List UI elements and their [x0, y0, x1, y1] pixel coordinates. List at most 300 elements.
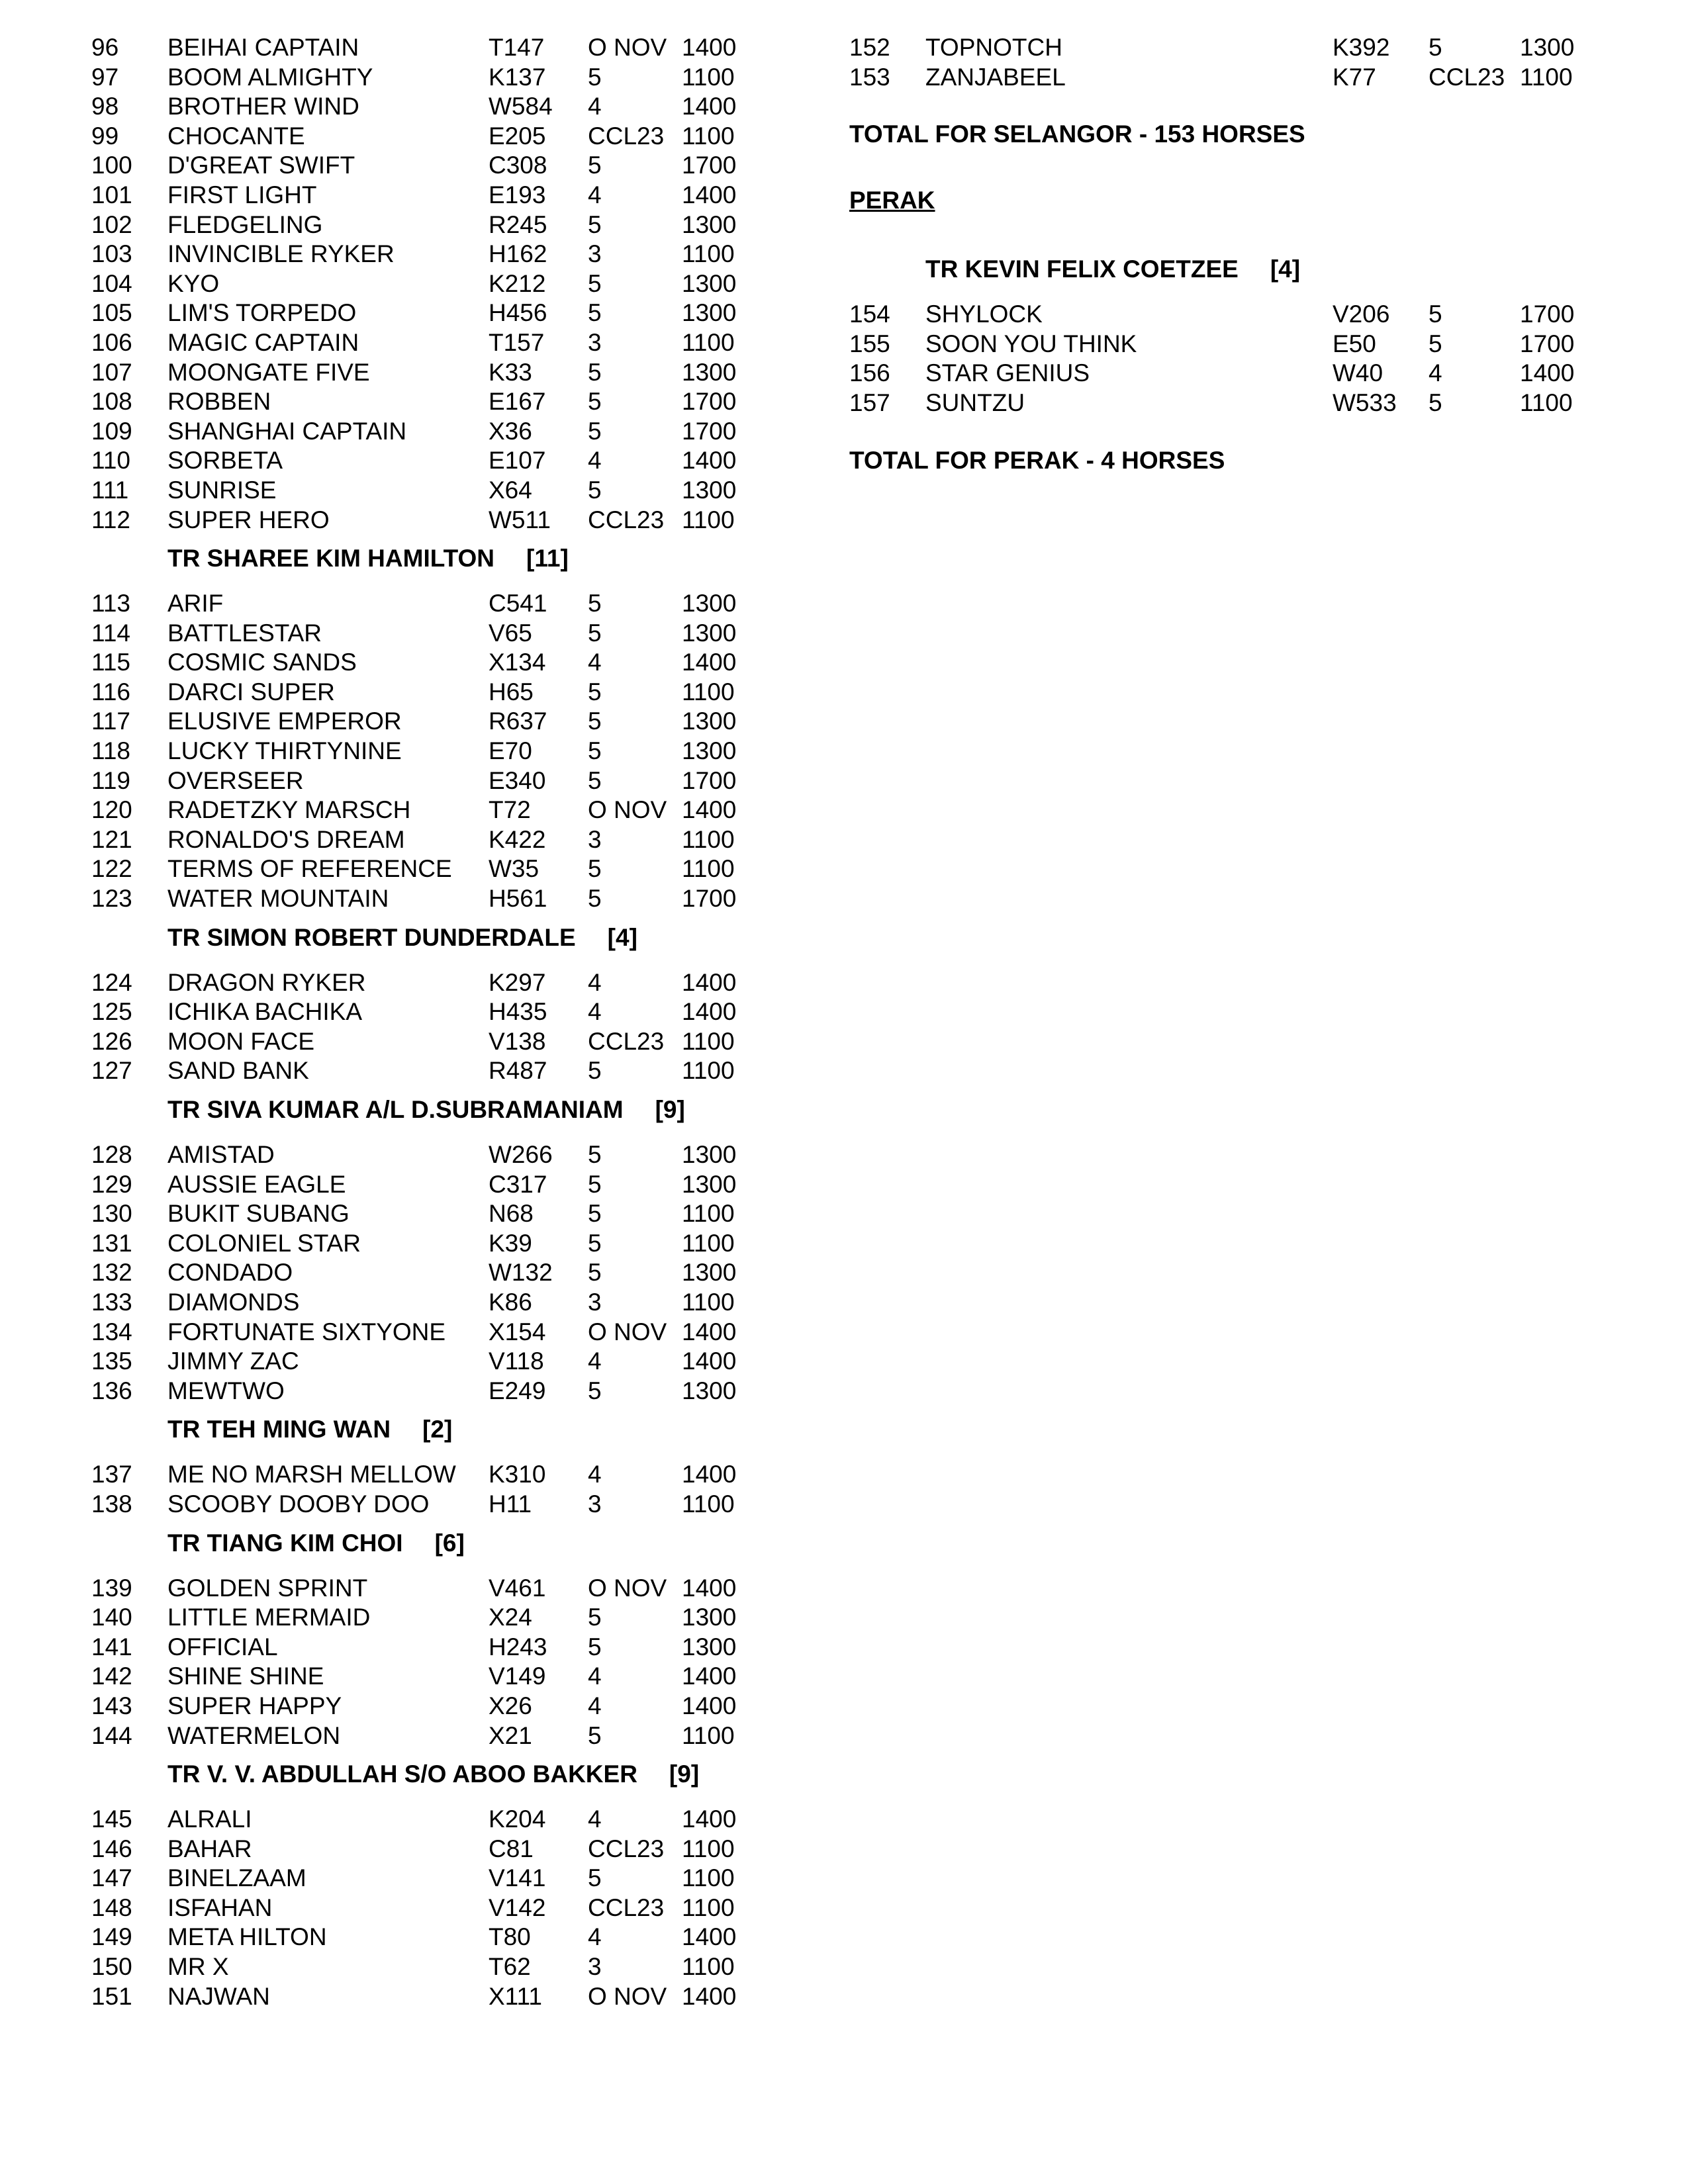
horse-class: 5	[588, 855, 602, 883]
horse-number: 154	[849, 300, 890, 328]
horse-name: OVERSEER	[167, 766, 304, 794]
horse-class: 5	[588, 619, 602, 647]
horse-name: TOPNOTCH	[925, 34, 1062, 61]
horse-number: 126	[91, 1027, 132, 1055]
horse-rating: 1300	[682, 476, 737, 504]
horse-number: 120	[91, 796, 132, 824]
horse-list	[849, 300, 1617, 418]
horse-class: 5	[588, 737, 602, 765]
horse-class: 5	[588, 1604, 602, 1631]
horse-name: STAR GENIUS	[925, 359, 1090, 387]
horse-name: JIMMY ZAC	[167, 1347, 299, 1375]
horse-list	[849, 33, 1617, 92]
table-row	[91, 1574, 773, 1604]
horse-number: 133	[91, 1288, 132, 1316]
horse-rating: 1300	[682, 1604, 737, 1631]
horse-class: 4	[588, 447, 602, 475]
horse-class: 5	[588, 417, 602, 445]
horse-class: 5	[588, 1170, 602, 1198]
table-row	[849, 300, 1617, 330]
horse-rating: 1100	[682, 1490, 735, 1518]
horse-class: 4	[588, 968, 602, 996]
horse-number: 97	[91, 63, 119, 91]
horse-name: SUPER HERO	[167, 506, 330, 533]
table-row	[91, 63, 773, 93]
horse-class: 5	[588, 152, 602, 179]
horse-code: R245	[489, 210, 547, 238]
horse-number: 96	[91, 34, 119, 61]
table-row	[91, 1805, 773, 1835]
horse-code: X64	[489, 476, 532, 504]
horse-list	[91, 968, 773, 1086]
right-column	[849, 33, 1617, 475]
horse-code: C317	[489, 1170, 547, 1198]
horse-number: 117	[91, 707, 130, 735]
horse-number: 130	[91, 1200, 132, 1228]
trainer-heading	[91, 923, 773, 952]
horse-number: 102	[91, 210, 132, 238]
horse-rating: 1300	[682, 619, 737, 647]
horse-rating: 1700	[682, 766, 737, 794]
horse-number: 104	[91, 269, 132, 297]
horse-code: E167	[489, 388, 546, 416]
table-row	[91, 328, 773, 358]
horse-code: H456	[489, 299, 547, 327]
trainer-heading	[849, 255, 1617, 284]
horse-number: 100	[91, 152, 132, 179]
horse-name: MOON FACE	[167, 1027, 315, 1055]
horse-code: T72	[489, 796, 531, 824]
horse-number: 108	[91, 388, 132, 416]
horse-number: 116	[91, 678, 130, 705]
table-row	[91, 298, 773, 328]
table-row	[849, 388, 1617, 418]
table-row	[91, 678, 773, 707]
horse-name: WATER MOUNTAIN	[167, 885, 389, 913]
horse-class: 4	[588, 181, 602, 208]
perak-total: TOTAL FOR PERAK - 4 HORSES	[849, 446, 1225, 474]
horse-class: 5	[588, 210, 602, 238]
trainer-heading	[91, 1095, 773, 1124]
table-row	[91, 707, 773, 737]
horse-class: 4	[588, 998, 602, 1026]
horse-name: COSMIC SANDS	[167, 649, 357, 676]
table-row	[91, 1952, 773, 1982]
horse-code: W35	[489, 855, 539, 883]
table-row	[91, 1633, 773, 1662]
table-row	[91, 1347, 773, 1377]
horse-class: 5	[588, 299, 602, 327]
horse-name: ISFAHAN	[167, 1893, 273, 1921]
horse-name: BOOM ALMIGHTY	[167, 63, 373, 91]
horse-rating: 1300	[682, 358, 737, 386]
table-row	[91, 1377, 773, 1406]
horse-name: AMISTAD	[167, 1141, 275, 1168]
horse-code: E107	[489, 447, 546, 475]
table-row	[91, 997, 773, 1027]
table-row	[91, 269, 773, 299]
horse-rating: 1300	[682, 299, 737, 327]
horse-rating: 1700	[682, 885, 737, 913]
horse-class: 5	[1429, 34, 1442, 61]
horse-number: 139	[91, 1574, 132, 1602]
horse-number: 121	[91, 825, 132, 853]
horse-rating: 1100	[682, 855, 735, 883]
horse-code: C308	[489, 152, 547, 179]
horse-name: LIM'S TORPEDO	[167, 299, 357, 327]
table-row	[91, 476, 773, 506]
horse-code: W132	[489, 1259, 553, 1287]
horse-name: BINELZAAM	[167, 1864, 306, 1892]
horse-code: V149	[489, 1662, 546, 1690]
horse-class: 4	[588, 1923, 602, 1951]
horse-code: T62	[489, 1953, 531, 1981]
horse-code: X134	[489, 649, 546, 676]
table-row	[849, 359, 1617, 388]
horse-class: 5	[1429, 300, 1442, 328]
horse-code: K39	[489, 1229, 532, 1257]
horse-rating: 1400	[682, 1461, 737, 1488]
horse-number: 134	[91, 1318, 132, 1345]
horse-rating: 1400	[682, 34, 737, 61]
horse-class: 4	[588, 1805, 602, 1833]
horse-number: 124	[91, 968, 132, 996]
horse-class: 4	[588, 93, 602, 120]
horse-number: 150	[91, 1953, 132, 1981]
table-row	[91, 1027, 773, 1057]
horse-code: W584	[489, 93, 553, 120]
horse-rating: 1100	[682, 1864, 735, 1892]
horse-number: 135	[91, 1347, 132, 1375]
table-row	[91, 766, 773, 796]
horse-name: BUKIT SUBANG	[167, 1200, 350, 1228]
horse-rating: 1400	[682, 998, 737, 1026]
horse-name: MEWTWO	[167, 1377, 285, 1404]
table-row	[91, 358, 773, 388]
horse-rating: 1300	[682, 707, 737, 735]
horse-rating: 1700	[1520, 300, 1575, 328]
horse-code: X24	[489, 1604, 532, 1631]
horse-code: N68	[489, 1200, 534, 1228]
horse-rating: 1400	[682, 1347, 737, 1375]
horse-name: INVINCIBLE RYKER	[167, 240, 395, 268]
horse-rating: 1100	[682, 328, 735, 356]
horse-rating: 1300	[682, 210, 737, 238]
horse-number: 118	[91, 737, 130, 765]
horse-class: 5	[588, 766, 602, 794]
table-row	[91, 1288, 773, 1318]
trainer-horse-count: [11]	[526, 545, 569, 572]
horse-number: 153	[849, 63, 890, 91]
horse-number: 146	[91, 1835, 132, 1862]
horse-name: RADETZKY MARSCH	[167, 796, 411, 824]
horse-name: SCOOBY DOOBY DOO	[167, 1490, 430, 1518]
horse-code: K392	[1333, 34, 1390, 61]
horse-rating: 1100	[682, 1027, 735, 1055]
horse-number: 156	[849, 359, 890, 387]
table-row	[91, 210, 773, 240]
horse-name: TERMS OF REFERENCE	[167, 855, 452, 883]
horse-number: 98	[91, 93, 119, 120]
table-row	[91, 387, 773, 417]
horse-class: 5	[1429, 388, 1442, 416]
horse-number: 110	[91, 447, 130, 475]
horse-code: T80	[489, 1923, 531, 1951]
horse-number: 151	[91, 1982, 132, 2010]
table-row	[91, 825, 773, 855]
horse-number: 149	[91, 1923, 132, 1951]
horse-rating: 1400	[682, 649, 737, 676]
horse-rating: 1100	[682, 1057, 735, 1085]
horse-rating: 1100	[682, 1893, 735, 1921]
horse-class: O NOV	[588, 1982, 667, 2010]
horse-code: T147	[489, 34, 545, 61]
horse-name: DARCI SUPER	[167, 678, 335, 705]
table-row	[91, 1662, 773, 1692]
horse-code: W533	[1333, 388, 1397, 416]
horse-class: 3	[588, 240, 602, 268]
horse-code: K77	[1333, 63, 1376, 91]
table-row	[91, 446, 773, 476]
horse-number: 155	[849, 330, 890, 357]
horse-code: X36	[489, 417, 532, 445]
horse-name: BROTHER WIND	[167, 93, 359, 120]
horse-rating: 1400	[682, 1805, 737, 1833]
horse-name: MR X	[167, 1953, 229, 1981]
table-row	[91, 122, 773, 152]
table-row	[91, 1460, 773, 1490]
horse-list	[91, 33, 773, 535]
table-row	[91, 1603, 773, 1633]
horse-class: 5	[588, 1057, 602, 1085]
horse-rating: 1400	[682, 1318, 737, 1345]
table-row	[91, 796, 773, 825]
horse-code: H561	[489, 885, 547, 913]
horse-code: E50	[1333, 330, 1376, 357]
horse-name: WATERMELON	[167, 1721, 341, 1749]
trainer-name: TR TEH MING WAN	[167, 1416, 391, 1443]
horse-number: 113	[91, 590, 130, 617]
table-row	[91, 92, 773, 122]
horse-rating: 1700	[682, 417, 737, 445]
table-row	[91, 1140, 773, 1170]
horse-rating: 1700	[682, 388, 737, 416]
horse-name: ME NO MARSH MELLOW	[167, 1461, 456, 1488]
horse-code: V142	[489, 1893, 546, 1921]
trainer-name: TR SHAREE KIM HAMILTON	[167, 545, 495, 572]
horse-code: K137	[489, 63, 546, 91]
horse-list	[91, 1574, 773, 1751]
horse-code: E340	[489, 766, 546, 794]
horse-name: LUCKY THIRTYNINE	[167, 737, 402, 765]
horse-class: 5	[588, 1200, 602, 1228]
horse-name: GOLDEN SPRINT	[167, 1574, 368, 1602]
trainer-heading	[91, 1760, 773, 1789]
trainer-name: TR SIVA KUMAR A/L D.SUBRAMANIAM	[167, 1096, 624, 1123]
horse-number: 105	[91, 299, 132, 327]
table-row	[91, 589, 773, 619]
horse-name: BEIHAI CAPTAIN	[167, 34, 359, 61]
horse-number: 103	[91, 240, 132, 268]
horse-number: 123	[91, 885, 132, 913]
horse-name: SUNTZU	[925, 388, 1025, 416]
horse-class: 4	[588, 1692, 602, 1719]
horse-number: 137	[91, 1461, 132, 1488]
table-row	[91, 1864, 773, 1893]
horse-name: CHOCANTE	[167, 122, 305, 150]
horse-rating: 1700	[682, 152, 737, 179]
trainer-name: TR TIANG KIM CHOI	[167, 1529, 403, 1557]
horse-class: 5	[588, 885, 602, 913]
horse-number: 125	[91, 998, 132, 1026]
horse-rating: 1400	[682, 968, 737, 996]
table-row	[91, 1692, 773, 1721]
horse-number: 131	[91, 1229, 132, 1257]
horse-rating: 1400	[682, 1923, 737, 1951]
horse-class: 5	[588, 358, 602, 386]
horse-number: 107	[91, 358, 132, 386]
horse-class: 5	[588, 63, 602, 91]
horse-number: 136	[91, 1377, 132, 1404]
table-row	[849, 63, 1617, 93]
horse-class: 3	[588, 1288, 602, 1316]
horse-name: CONDADO	[167, 1259, 293, 1287]
horse-rating: 1400	[682, 93, 737, 120]
horse-rating: 1100	[682, 506, 735, 533]
horse-code: X111	[489, 1982, 542, 2010]
horse-code: W40	[1333, 359, 1383, 387]
horse-rating: 1100	[682, 678, 735, 705]
horse-code: H435	[489, 998, 547, 1026]
region-heading: PERAK	[849, 187, 935, 214]
horse-class: 5	[588, 1721, 602, 1749]
horse-number: 157	[849, 388, 890, 416]
horse-name: OFFICIAL	[167, 1633, 278, 1661]
horse-number: 152	[849, 34, 890, 61]
horse-number: 128	[91, 1141, 132, 1168]
horse-number: 115	[91, 649, 130, 676]
horse-list	[91, 1460, 773, 1519]
horse-class: 5	[588, 678, 602, 705]
horse-name: MAGIC CAPTAIN	[167, 328, 359, 356]
trainer-horse-count: [9]	[669, 1760, 700, 1788]
horse-name: ELUSIVE EMPEROR	[167, 707, 402, 735]
horse-number: 119	[91, 766, 130, 794]
horse-number: 127	[91, 1057, 132, 1085]
horse-rating: 1300	[1520, 34, 1575, 61]
horse-name: SUPER HAPPY	[167, 1692, 342, 1719]
table-row	[91, 1258, 773, 1288]
horse-class: 5	[588, 1377, 602, 1404]
horse-rating: 1300	[682, 1259, 737, 1287]
horse-number: 140	[91, 1604, 132, 1631]
horse-class: 5	[588, 707, 602, 735]
horse-code: K86	[489, 1288, 532, 1316]
horse-name: ROBBEN	[167, 388, 271, 416]
horse-code: R487	[489, 1057, 547, 1085]
horse-class: 5	[588, 1229, 602, 1257]
horse-rating: 1400	[682, 447, 737, 475]
horse-list	[91, 589, 773, 914]
horse-number: 141	[91, 1633, 132, 1661]
horse-code: K310	[489, 1461, 546, 1488]
horse-class: 4	[588, 1347, 602, 1375]
horse-number: 99	[91, 122, 119, 150]
horse-rating: 1400	[682, 796, 737, 824]
table-row	[91, 854, 773, 884]
horse-number: 114	[91, 619, 130, 647]
horse-rating: 1400	[682, 1574, 737, 1602]
horse-name: FORTUNATE SIXTYONE	[167, 1318, 446, 1345]
horse-name: AUSSIE EAGLE	[167, 1170, 346, 1198]
horse-name: ALRALI	[167, 1805, 252, 1833]
horse-name: FLEDGELING	[167, 210, 323, 238]
trainer-heading	[91, 544, 773, 573]
table-row	[91, 619, 773, 649]
horse-rating: 1100	[682, 1835, 735, 1862]
horse-code: X26	[489, 1692, 532, 1719]
horse-class: O NOV	[588, 1574, 667, 1602]
horse-rating: 1100	[682, 122, 735, 150]
horse-name: D'GREAT SWIFT	[167, 152, 355, 179]
horse-name: SHANGHAI CAPTAIN	[167, 417, 407, 445]
horse-code: X21	[489, 1721, 532, 1749]
horse-class: O NOV	[588, 1318, 667, 1345]
horse-name: RONALDO'S DREAM	[167, 825, 405, 853]
horse-code: V138	[489, 1027, 546, 1055]
horse-rating: 1300	[682, 1170, 737, 1198]
table-row	[91, 1490, 773, 1520]
horse-rating: 1300	[682, 1141, 737, 1168]
table-row	[91, 1229, 773, 1259]
left-column	[91, 33, 773, 2011]
horse-class: 3	[588, 1490, 602, 1518]
horse-name: COLONIEL STAR	[167, 1229, 361, 1257]
horse-name: SAND BANK	[167, 1057, 309, 1085]
horse-rating: 1100	[682, 1721, 735, 1749]
table-row	[91, 506, 773, 535]
table-row	[91, 417, 773, 447]
horse-number: 148	[91, 1893, 132, 1921]
horse-class: CCL23	[588, 1893, 665, 1921]
horse-rating: 1400	[1520, 359, 1575, 387]
table-row	[91, 1318, 773, 1347]
table-row	[849, 330, 1617, 359]
horse-number: 138	[91, 1490, 132, 1518]
trainer-heading	[91, 1529, 773, 1558]
horse-code: H162	[489, 240, 547, 268]
horse-class: O NOV	[588, 34, 667, 61]
trainer-name: TR KEVIN FELIX COETZEE	[925, 255, 1239, 283]
horse-code: E193	[489, 181, 546, 208]
horse-class: O NOV	[588, 796, 667, 824]
horse-number: 142	[91, 1662, 132, 1690]
trainer-horse-count: [9]	[655, 1096, 685, 1123]
horse-code: E249	[489, 1377, 546, 1404]
horse-rating: 1400	[682, 1982, 737, 2010]
horse-class: 3	[588, 1953, 602, 1981]
horse-name: SOON YOU THINK	[925, 330, 1137, 357]
horse-rating: 1100	[682, 1953, 735, 1981]
horse-rating: 1400	[682, 1692, 737, 1719]
horse-class: CCL23	[588, 506, 665, 533]
horse-rating: 1100	[682, 63, 735, 91]
table-row	[91, 1982, 773, 2012]
table-row	[91, 1835, 773, 1864]
horse-name: ZANJABEEL	[925, 63, 1066, 91]
horse-rating: 1400	[682, 181, 737, 208]
horse-name: LITTLE MERMAID	[167, 1604, 371, 1631]
